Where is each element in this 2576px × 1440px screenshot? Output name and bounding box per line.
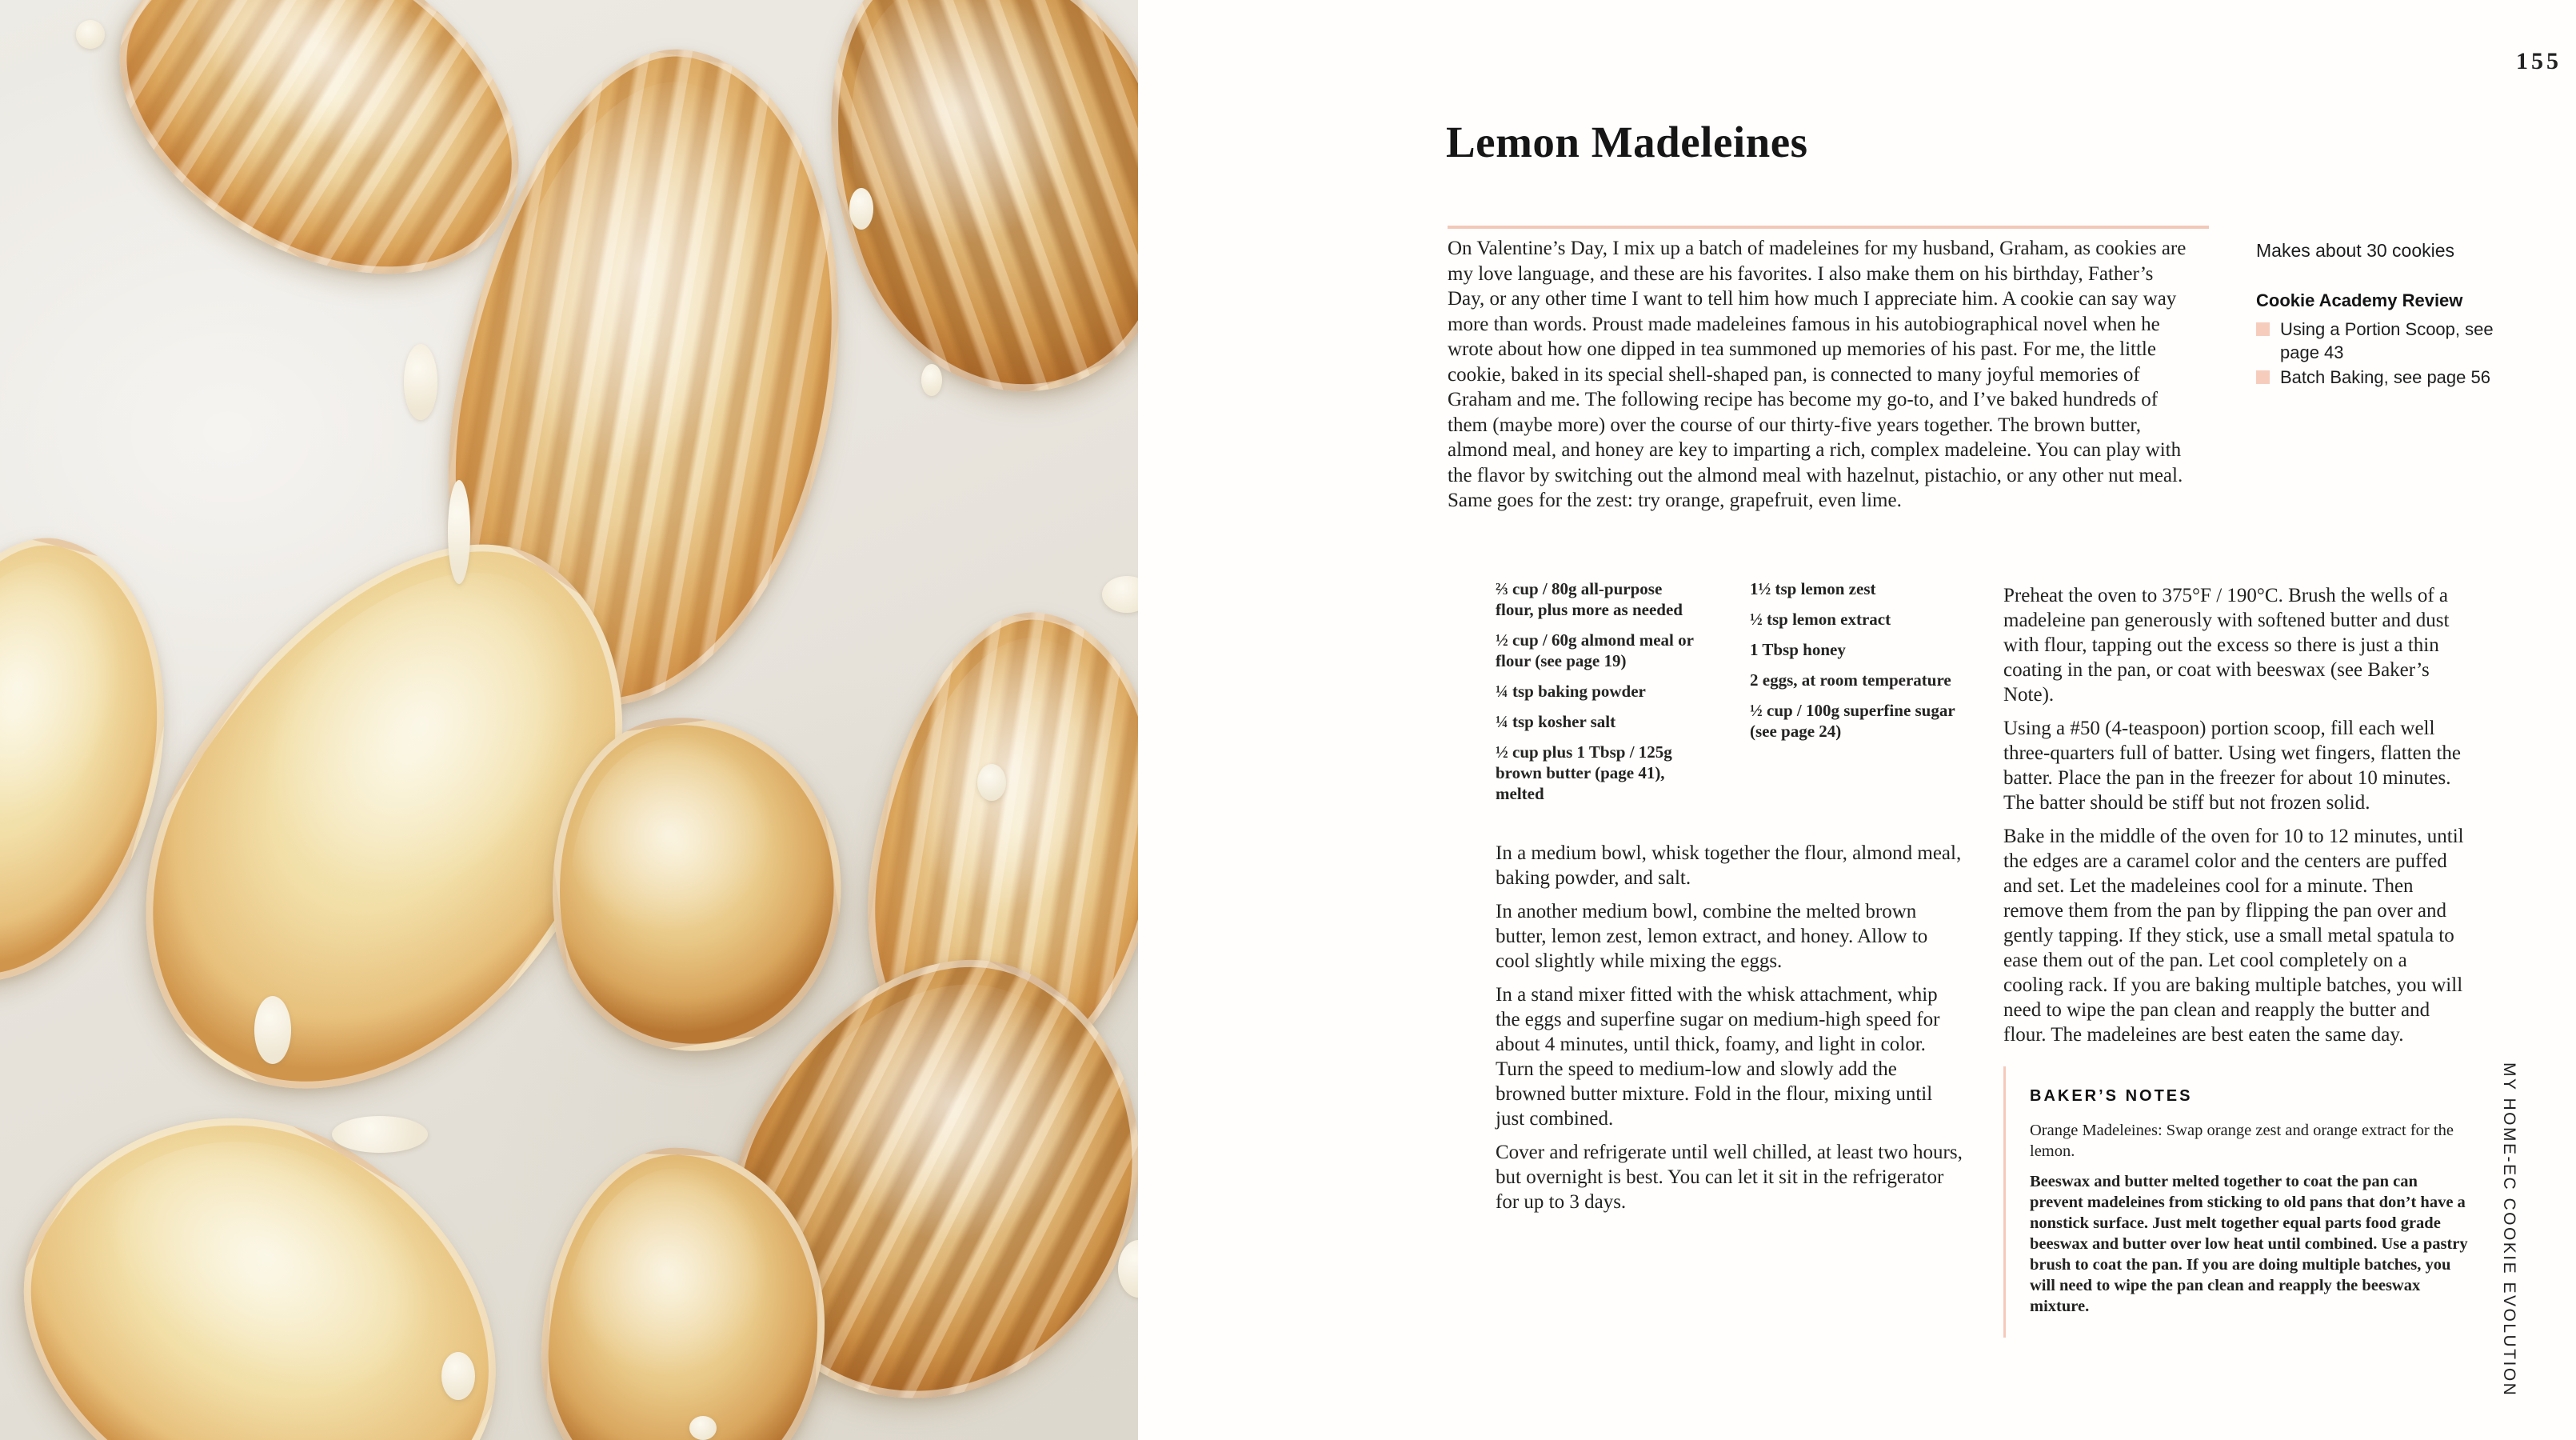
bakers-notes-heading: BAKER’S NOTES bbox=[2030, 1087, 2193, 1105]
method-step: Cover and refrigerate until well chilled, at least two hours, but overnight is best. You can let it sit in the refrigerator for up to 3 days. bbox=[1496, 1142, 1963, 1213]
chapter-caption-vertical: MY HOME-EC COOKIE EVOLUTION bbox=[2500, 1062, 2518, 1398]
method-step: In another medium bowl, combine the melted brown butter, lemon zest, lemon extract, and honey. Allow to cool slightly while mixing the eggs. bbox=[1496, 901, 1928, 972]
review-reference-item bbox=[2256, 318, 2520, 364]
bakers-note: Orange Madeleines: Swap orange zest and orange extract for the lemon. bbox=[2030, 1122, 2454, 1160]
ingredient-item: ⅔ cup / 80g all-purpose flour, plus more as needed bbox=[1496, 579, 1683, 619]
glaze-drip bbox=[332, 1116, 428, 1153]
ingredient-item: 2 eggs, at room temperature bbox=[1750, 670, 1951, 690]
bullet-square-icon bbox=[2256, 322, 2270, 336]
ingredient-item: ½ tsp lemon extract bbox=[1750, 610, 1891, 629]
ingredients-column-2 bbox=[1750, 578, 1978, 751]
recipe-sidebar bbox=[2256, 240, 2520, 390]
glaze-drip bbox=[921, 364, 942, 396]
glaze-drip bbox=[441, 1352, 475, 1400]
madeleine-cookie bbox=[0, 1036, 573, 1440]
glaze-drip bbox=[1102, 576, 1138, 613]
ingredient-item: ½ cup / 60g almond meal or flour (see page 19) bbox=[1496, 630, 1694, 670]
glaze-drip bbox=[254, 996, 291, 1064]
ingredient-item: 1½ tsp lemon zest bbox=[1750, 579, 1876, 598]
bakers-notes-body bbox=[2030, 1120, 2471, 1317]
bakers-notes bbox=[2003, 1066, 2471, 1338]
ingredients-column-1 bbox=[1496, 578, 1694, 814]
method-step: Preheat the oven to 375°F / 190°C. Brush the wells of a madeleine pan generously with softened butter and dust with flour, tapping out the excess so there is just a thin coating in the pan, or coat with beeswax (see Baker’s Note). bbox=[2003, 585, 2450, 706]
glaze-drip bbox=[977, 764, 1006, 801]
glaze-drip bbox=[689, 1416, 717, 1440]
method-step: Bake in the middle of the oven for 10 to 12 minutes, until the edges are a caramel color and the centers are puffed and set. Let the madeleines cool for a minute. Then remove them from the pan by flipping the pan over and gently tapping. If they stick, use a small metal spatula to ease them out of the pan. Let cool completely on a cooling rack. If you are baking multiple batches, you will need to wipe the pan clean and reapply the butter and flour. The madeleines are best eaten the same day. bbox=[2003, 826, 2464, 1046]
recipe-page bbox=[1138, 0, 2576, 1440]
bakers-note: Beeswax and butter melted together to coat the pan can prevent madeleines from sticking to old pans that don’t have a nonstick surface. Just melt together equal parts food grade beeswax and butter over low heat until combined. Use a pastry brush to coat the pan. If you are doing multiple batches, you will need to wipe the pan clean and reapply the beeswax mixture. bbox=[2030, 1173, 2468, 1315]
method-step: In a stand mixer fitted with the whisk attachment, whip the eggs and superfine sugar on medium-high speed for about 4 minutes, until thick, foamy, and light in color. Turn the speed to medium-low and slowly add the browned butter mixture. Fold in the flour, mixing until just combined. bbox=[1496, 984, 1940, 1130]
method-steps-left bbox=[1496, 841, 1966, 1223]
title-divider-rule bbox=[1448, 226, 2209, 229]
ingredient-item: ¼ tsp kosher salt bbox=[1496, 712, 1616, 731]
glaze-drip bbox=[849, 188, 873, 230]
review-reference-label: Using a Portion Scoop, see page 43 bbox=[2280, 319, 2494, 362]
cookie-academy-review-list bbox=[2256, 318, 2520, 389]
method-step: Using a #50 (4-teaspoon) portion scoop, fill each well three-quarters full of batter. Using wet fingers, flatten the batter. Place the pan in the freezer for about 10 minutes. The batter should be stiff but not frozen solid. bbox=[2003, 718, 2462, 814]
method-step: In a medium bowl, whisk together the flour, almond meal, baking powder, and salt. bbox=[1496, 842, 1962, 889]
glaze-drip bbox=[404, 344, 437, 420]
cookie-academy-review-heading: Cookie Academy Review bbox=[2256, 290, 2463, 310]
ingredient-item: 1 Tbsp honey bbox=[1750, 640, 1846, 659]
glaze-drip bbox=[76, 20, 105, 49]
ingredient-item: ½ cup / 100g superfine sugar (see page 24) bbox=[1750, 701, 1955, 741]
review-reference-item bbox=[2256, 366, 2520, 389]
ingredient-item: ¼ tsp baking powder bbox=[1496, 682, 1646, 701]
yield-note: Makes about 30 cookies bbox=[2256, 240, 2455, 261]
page-number: 155 bbox=[2516, 48, 2562, 74]
madeleines-photo bbox=[0, 0, 1138, 1440]
bullet-square-icon bbox=[2256, 370, 2270, 384]
method-steps-right bbox=[2003, 583, 2469, 1056]
recipe-intro: On Valentine’s Day, I mix up a batch of madeleines for my husband, Graham, as cookies are my love language, and these are his favorites. I also make them on his birthday, Father’s Day, or any other time I want to tell him how much I appreciate him. A cookie can say way more than words. Proust made madeleines famous in his autobiographical novel when he wrote about how one dipped in tea summoned up memories of his past. For me, the little cookie, baked in its special shell-shaped pan, is connected to many joyful memories of Graham and me. The following recipe has become my go-to, and I’ve baked hundreds of them (maybe more) over the course of our thirty-five years together. The brown butter, almond meal, and honey are key to imparting a rich, complex madeleine. You can play with the flavor by switching out the almond meal with hazelnut, pistachio, or any other nut meal. Same goes for the zest: try orange, grapefruit, even lime. bbox=[1448, 238, 2187, 511]
ingredient-item: ½ cup plus 1 Tbsp / 125g brown butter (page 41), melted bbox=[1496, 742, 1672, 803]
recipe-title: Lemon Madeleines bbox=[1446, 118, 1808, 166]
review-reference-label: Batch Baking, see page 56 bbox=[2280, 367, 2490, 387]
glaze-drip bbox=[448, 480, 470, 584]
